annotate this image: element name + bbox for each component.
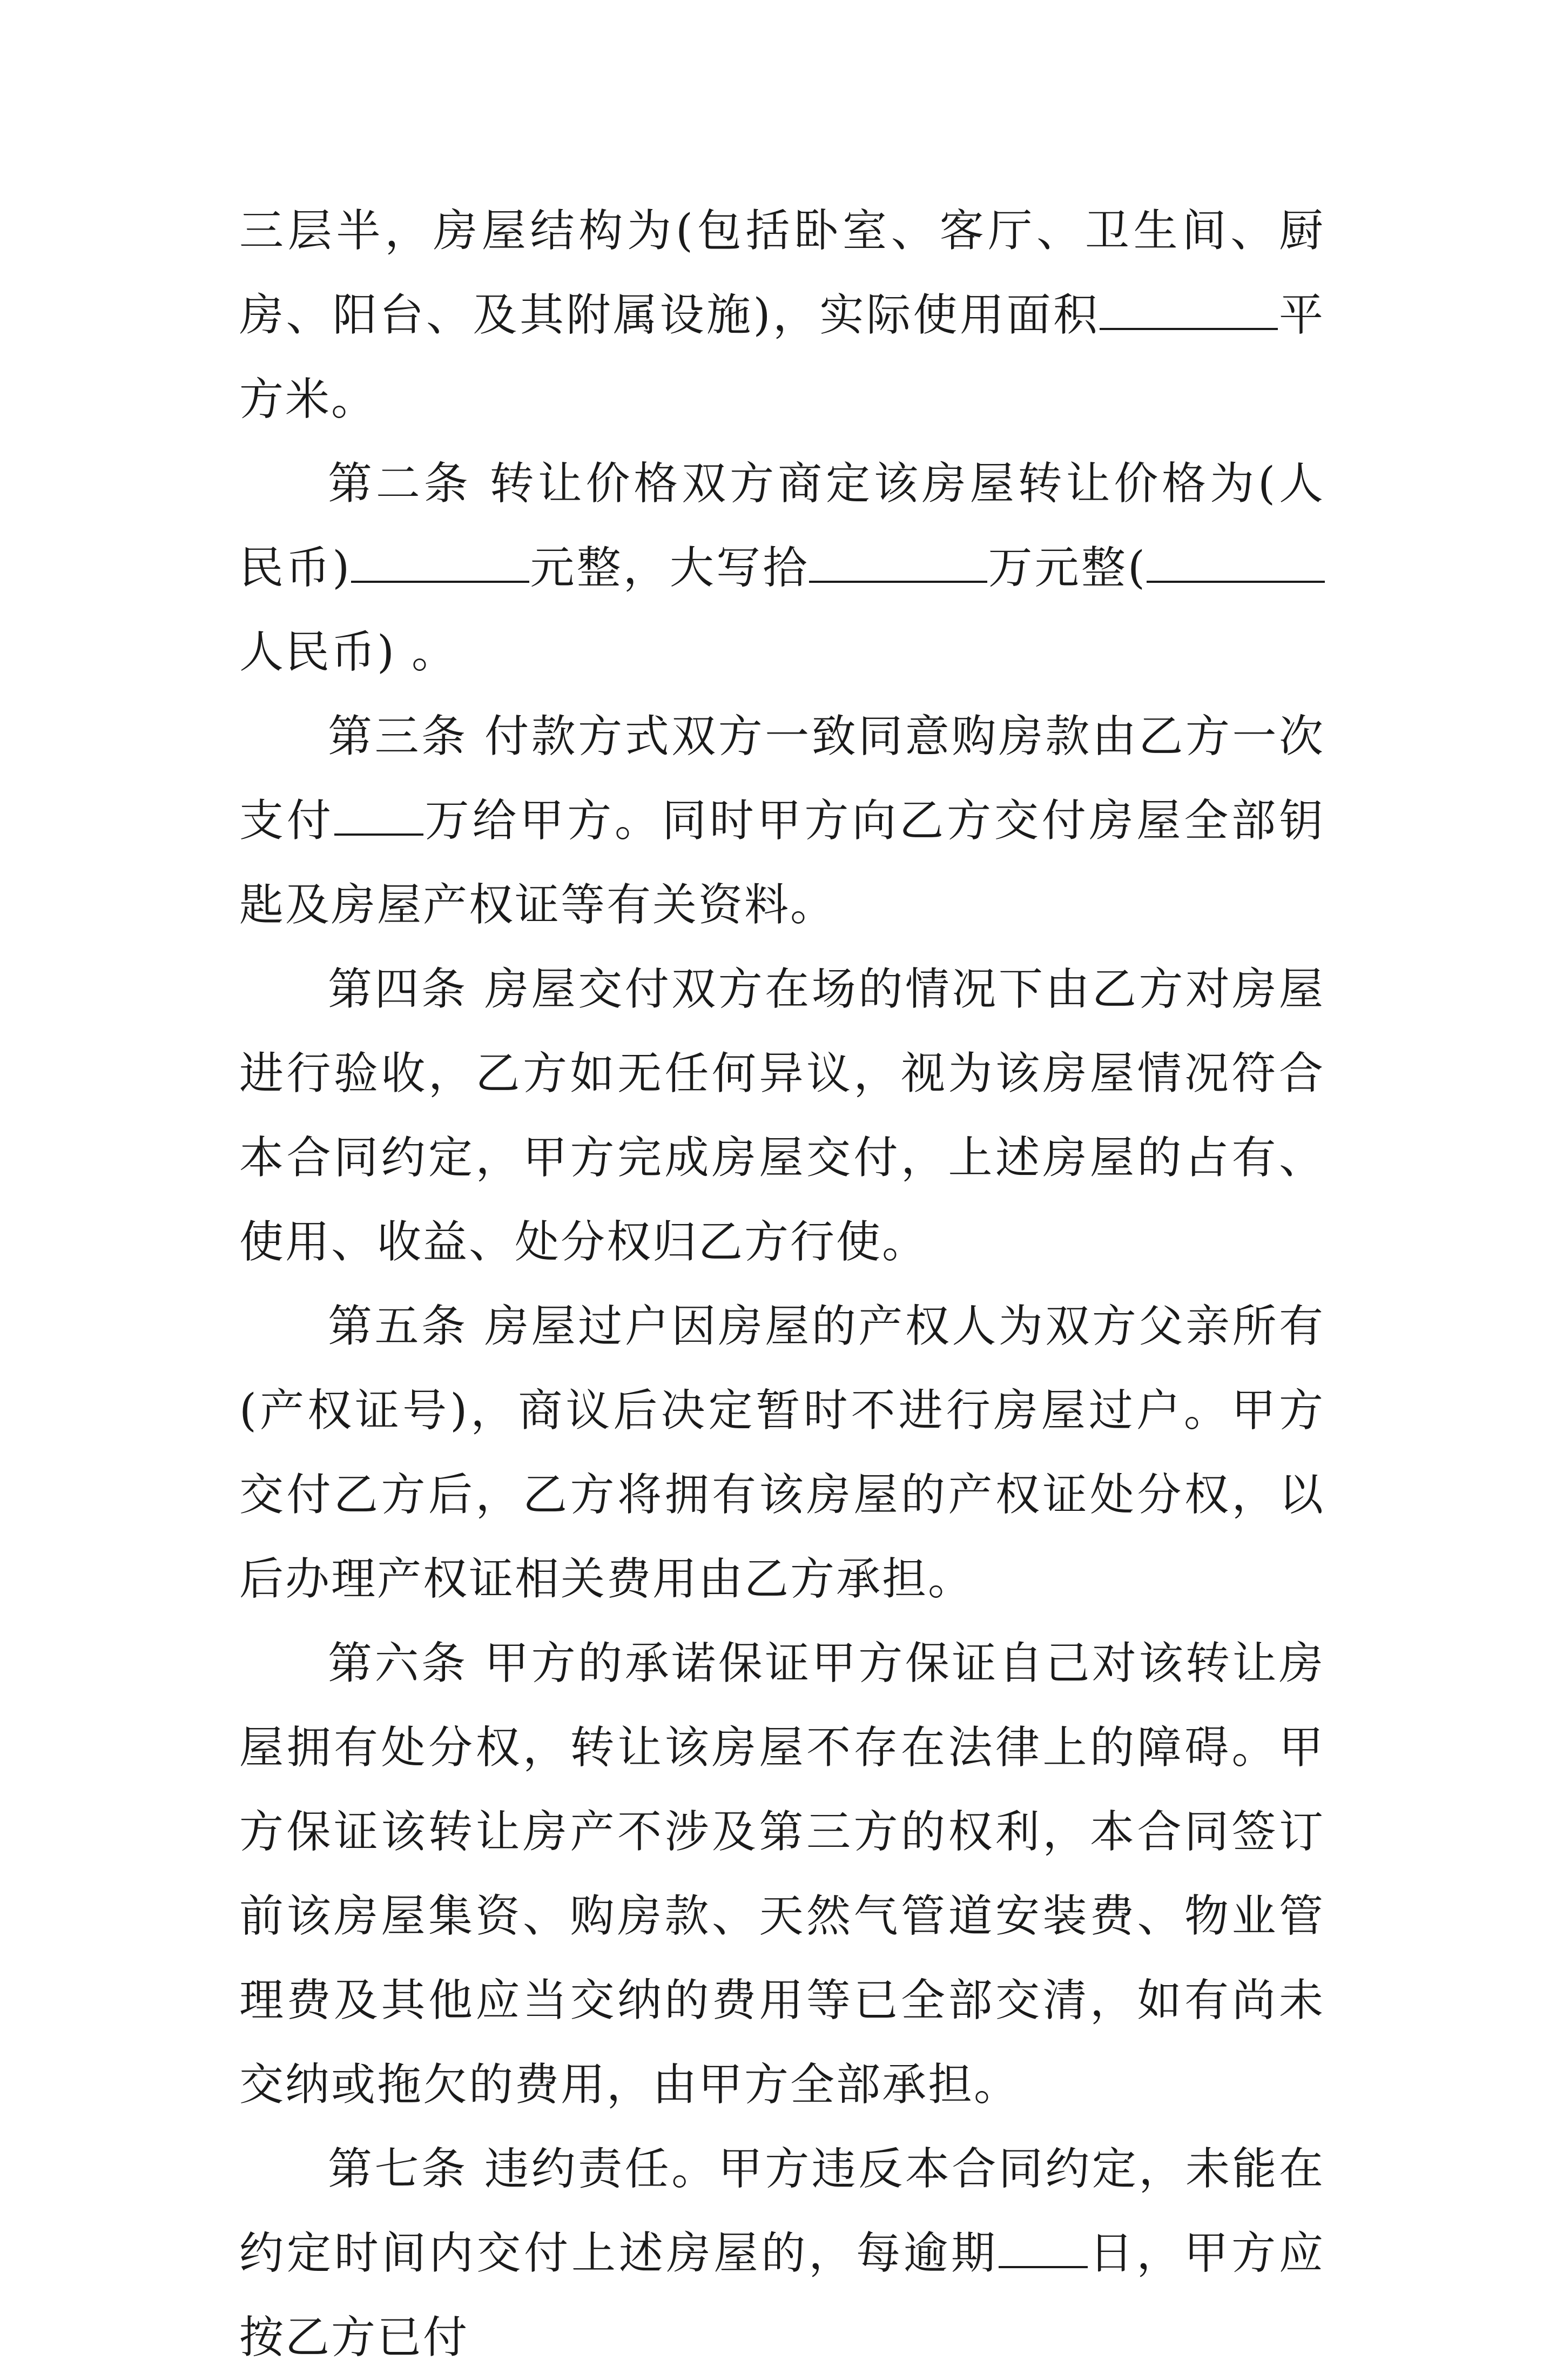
article-2-text-yuan: 元整，大写拾: [529, 542, 810, 594]
price-capital-blank[interactable]: [809, 543, 987, 583]
contract-body: [239, 189, 1325, 2380]
article-3-text-end: 万给甲方。同时甲方向乙方交付房屋全部钥匙及房屋产权证等有关资料。: [239, 795, 1325, 931]
article-7-text: 第七条 违约责任。甲方违反本合同约定，未能在约定时间内交付上述房屋的，每逾期: [239, 2143, 1325, 2279]
house-structure-text-end: 平方米。: [239, 290, 1325, 425]
article-3-text: 第三条 付款方式双方一致同意购房款由乙方一次支付: [239, 711, 1325, 846]
price-numeric-blank[interactable]: [351, 543, 529, 583]
paragraph-article-3: [239, 695, 1325, 947]
article-4-text: 第四条 房屋交付双方在场的情况下由乙方对房屋进行验收，乙方如无任何异议，视为该房屋情况符合本合同约定，甲方完成房屋交付，上述房屋的占有、使用、收益、处分权归乙方行使。: [239, 964, 1325, 1268]
article-7-text-end: 日，甲方应按乙方已付: [239, 2228, 1325, 2363]
paragraph-article-2: [239, 442, 1325, 695]
price-rmb-blank[interactable]: [1147, 543, 1325, 583]
paragraph-article-7: [239, 2127, 1325, 2380]
paragraph-article-4: [239, 947, 1325, 1285]
paragraph-house-structure: [239, 189, 1325, 442]
article-5-text: 第五条 房屋过户因房屋的产权人为双方父亲所有(产权证号)，商议后决定暂时不进行房屋过户。甲方交付乙方后，乙方将拥有该房屋的产权证处分权，以后办理产权证相关费用由乙方承担。: [239, 1301, 1325, 1605]
overdue-days-blank[interactable]: [999, 2228, 1088, 2268]
paragraph-article-5: [239, 1285, 1325, 1622]
article-6-text: 第六条 甲方的承诺保证甲方保证自己对该转让房屋拥有处分权，转让该房屋不存在法律上的障碍。甲方保证该转让房产不涉及第三方的权利，本合同签订前该房屋集资、购房款、天然气管道安装费、物业管理费及其他应当交纳的费用等已全部交清，如有尚未交纳或拖欠的费用，由甲方全部承担。: [239, 1638, 1325, 2110]
paragraph-article-6: [239, 1622, 1325, 2127]
house-structure-text: 三层半，房屋结构为(包括卧室、客厅、卫生间、厨房、阳台、及其附属设施)，实际使用面积: [239, 205, 1325, 341]
article-2-text-wan: 万元整(: [987, 542, 1147, 594]
article-2-text: 第二条 转让价格双方商定该房屋转让价格为(人民币): [239, 458, 1325, 594]
payment-amount-blank[interactable]: [334, 796, 423, 836]
article-2-text-end: 人民币) 。: [239, 627, 458, 678]
area-blank[interactable]: [1100, 290, 1278, 330]
